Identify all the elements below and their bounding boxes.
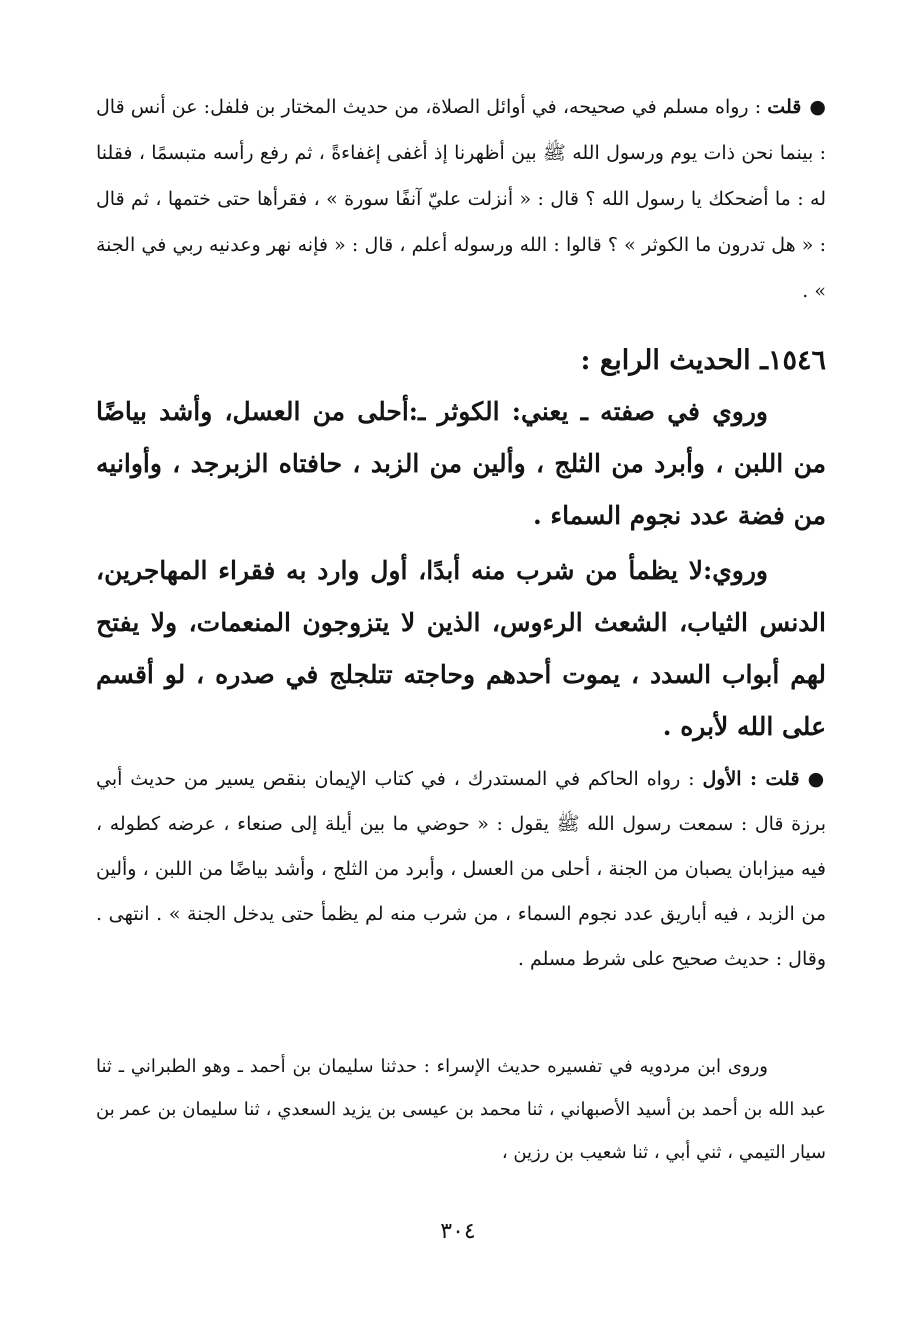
hadith-text-2: وروي:لا يظمأ من شرب منه أبدًا، أول وارد به فقراء المهاجرين، الدنس الثياب، الشعث الرءوس، الذين لا يتزوجون المنعمات، ولا يفتح لهم أبواب السدد ، يموت أحدهم وحاجته تتلجلج في صدره ، لو أقسم على الله لأبره . [96, 556, 826, 741]
isnad-paragraph: وروى ابن مردويه في تفسيره حديث الإسراء : حدثنا سليمان بن أحمد ـ وهو الطبراني ـ ثنا عبد الله بن أحمد بن أسيد الأصبهاني ، ثنا محمد بن عيسى بن يزيد السعدي ، ثنا سليمان بن عمر بن سيار التيمي ، ثني أبي ، ثنا شعيب بن رزين ، [96, 1056, 826, 1163]
note-text: : رواه الحاكم في المستدرك ، في كتاب الإيمان بنقص يسير من حديث أبي برزة قال : سمعت رسول الله ﷺ يقول : « حوضي ما بين أيلة إلى صنعاء ، عرضه كطوله ، فيه ميزابان يصبان من الجنة ، أحلى من العسل ، وأبرد من الثلج ، وأشد بياضًا من اللبن ، وألين من الزبد ، فيه أباريق عدد نجوم السماء ، من شرب منه لم يظمأ حتى يدخل الجنة » . انتهى . وقال : حديث صحيح على شرط مسلم . [96, 768, 826, 970]
bullet-dot: ● [807, 768, 826, 790]
commentary-note-1 [96, 84, 826, 314]
note-lead-word: قلت : الأول [702, 768, 800, 790]
bullet-dot: ● [809, 96, 826, 118]
note-text: : رواه مسلم في صحيحه، في أوائل الصلاة، من حديث المختار بن فلفل: عن أنس قال : بينما نحن ذات يوم ورسول الله ﷺ بين أظهرنا إذ أغفى إغفاءةً ، ثم رفع رأسه متبسمًا ، فقلنا له : ما أضحكك يا رسول الله ؟ قال : « أنزلت عليّ آنفًا سورة » ، فقرأها حتى ختمها ، ثم قال : « هل تدرون ما الكوثر » ؟ قالوا : الله ورسوله أعلم ، قال : « فإنه نهر وعدنيه ربي في الجنة » . [96, 96, 826, 302]
page-number: ٣٠٤ [440, 1219, 476, 1244]
commentary-note-2 [96, 757, 826, 982]
hadith-text-1: وروي في صفته ـ يعني: الكوثر ـ:أحلى من العسل، وأشد بياضًا من اللبن ، وأبرد من الثلج ، وألين من الزبد ، حافتاه الزبرجد ، وأوانيه من فضة عدد نجوم السماء . [96, 397, 826, 530]
note-lead-word: قلت [767, 96, 802, 118]
hadith-heading: ١٥٤٦ـ الحديث الرابع : [580, 345, 826, 376]
